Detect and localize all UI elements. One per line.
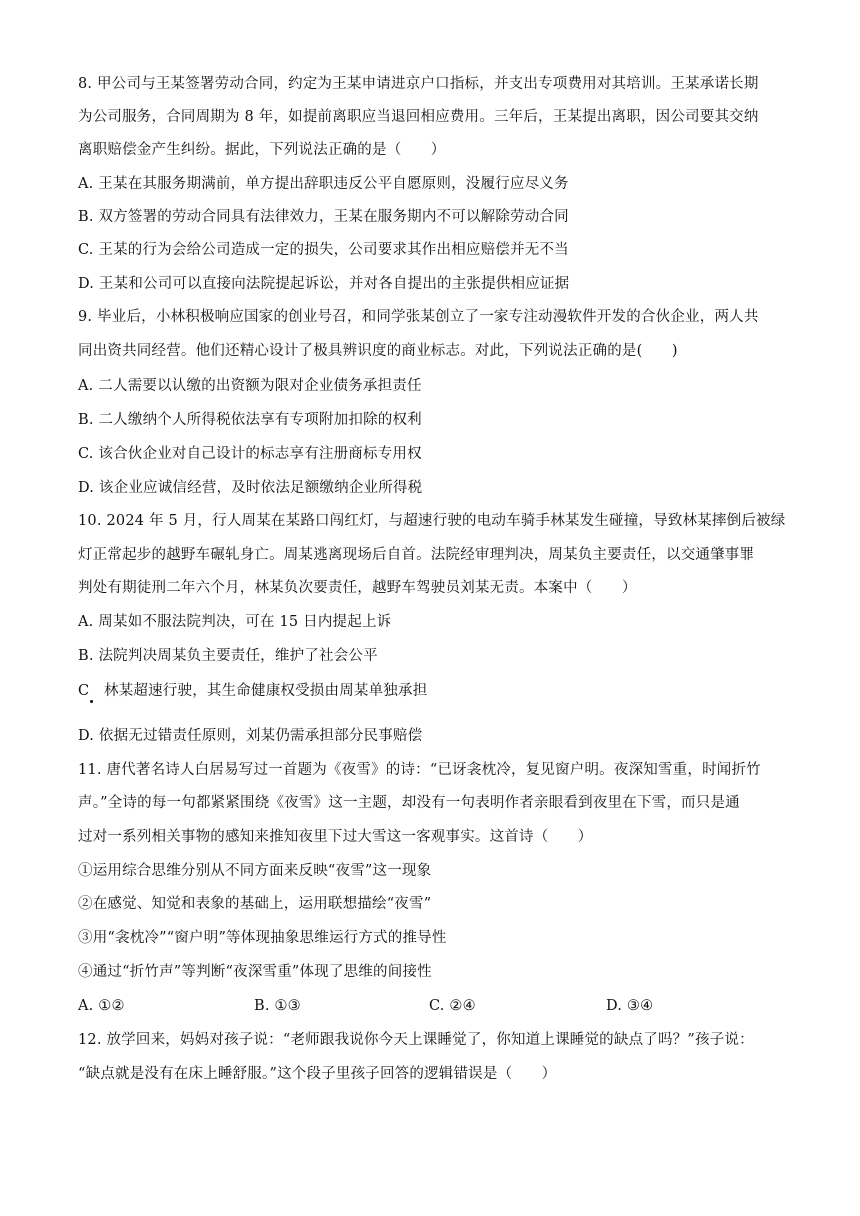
q8-stem-line-1: 8. 甲公司与王某签署劳动合同，约定为王某申请进京户口指标，并支出专项费用对其培训。王某承诺长期 — [78, 76, 759, 92]
q8-stem-line-2: 为公司服务，合同周期为 8 年，如提前离职应当退回相应费用。三年后，王某提出离职，因公司要其交纳 — [78, 109, 759, 125]
q11-choice-b: B. ①③ — [254, 998, 301, 1014]
q8-option-d: D. 王某和公司可以直接向法院提起诉讼，并对各自提出的主张提供相应证据 — [78, 276, 570, 292]
q12-stem-line-1: 12. 放学回来，妈妈对孩子说：“老师跟我说你今天上课睡觉了，你知道上课睡觉的缺点了吗？”孩子说： — [78, 1032, 754, 1048]
q8-stem-line-3: 离职赔偿金产生纠纷。据此，下列说法正确的是（ ） — [78, 142, 446, 158]
q10-option-d: D. 依据无过错责任原则，刘某仍需承担部分民事赔偿 — [78, 728, 423, 744]
q9-option-c: C. 该合伙企业对自己设计的标志享有注册商标专用权 — [78, 446, 422, 462]
q10-stem-line-1: 10. 2024 年 5 月，行人周某在某路口闯红灯，与超速行驶的电动车骑手林某发生碰撞，导致林某摔倒后被绿 — [78, 513, 786, 529]
q8-option-c: C. 王某的行为会给公司造成一定的损失，公司要求其作出相应赔偿并无不当 — [78, 242, 569, 258]
q11-stem-line-1: 11. 唐代著名诗人白居易写过一首题为《夜雪》的诗：“已讶衾枕冷，复见窗户明。夜深知雪重，时闻折竹 — [78, 762, 761, 778]
q9-option-a: A. 二人需要以认缴的出资额为限对企业债务承担责任 — [78, 378, 422, 394]
q8-option-a: A. 王某在其服务期满前，单方提出辞职违反公平自愿原则，没履行应尽义务 — [78, 176, 569, 192]
q10-option-c: C 林某超速行驶，其生命健康权受损由周某单独承担 — [78, 683, 428, 699]
q12-stem-line-2: “缺点就是没有在床上睡舒服。”这个段子里孩子回答的逻辑错误是（ ） — [78, 1066, 557, 1082]
q9-option-d: D. 该企业应诚信经营，及时依法足额缴纳企业所得税 — [78, 480, 423, 496]
q9-stem-line-2: 同出资共同经营。他们还精心设计了极具辨识度的商业标志。对此，下列说法正确的是( ) — [78, 343, 678, 359]
q11-stem-line-2: 声。”全诗的每一句都紧紧围绕《夜雪》这一主题，却没有一句表明作者亲眼看到夜里在下雪，而只是通 — [78, 795, 740, 811]
q11-stem-line-3: 过对一系列相关事物的感知来推知夜里下过大雪这一客观事实。这首诗（ ） — [78, 829, 593, 845]
q11-choice-c: C. ②④ — [429, 998, 476, 1014]
q11-statement-3: ③用“衾枕冷”“窗户明”等体现抽象思维运行方式的推导性 — [78, 930, 447, 946]
q11-choice-a: A. ①② — [78, 998, 125, 1014]
q11-statement-4: ④通过“折竹声”等判断“夜深雪重”体现了思维的间接性 — [78, 964, 432, 980]
q10-stem-line-2: 灯正常起步的越野车碾轧身亡。周某逃离现场后自首。法院经审理判决，周某负主要责任，以交通肇事罪 — [78, 547, 755, 563]
q9-option-b: B. 二人缴纳个人所得税依法享有专项附加扣除的权利 — [78, 412, 422, 428]
q11-statement-1: ①运用综合思维分别从不同方面来反映“夜雪”这一现象 — [78, 863, 432, 879]
q9-stem-line-1: 9. 毕业后，小林积极响应国家的创业号召，和同学张某创立了一家专注动漫软件开发的合伙企业，两人共 — [78, 309, 759, 325]
q10-option-a: A. 周某如不服法院判决，可在 15 日内提起上诉 — [78, 614, 392, 630]
q10-option-b: B. 法院判决周某负主要责任，维护了社会公平 — [78, 648, 378, 664]
q10-stem-line-3: 判处有期徒刑二年六个月，林某负次要责任，越野车驾驶员刘某无责。本案中（ ） — [78, 580, 637, 596]
q8-option-b: B. 双方签署的劳动合同具有法律效力，王某在服务期内不可以解除劳动合同 — [78, 209, 569, 225]
stray-dot-mark — [90, 700, 93, 703]
q11-statement-2: ②在感觉、知觉和表象的基础上，运用联想描绘“夜雪” — [78, 896, 432, 912]
q11-choice-d: D. ③④ — [606, 998, 654, 1014]
